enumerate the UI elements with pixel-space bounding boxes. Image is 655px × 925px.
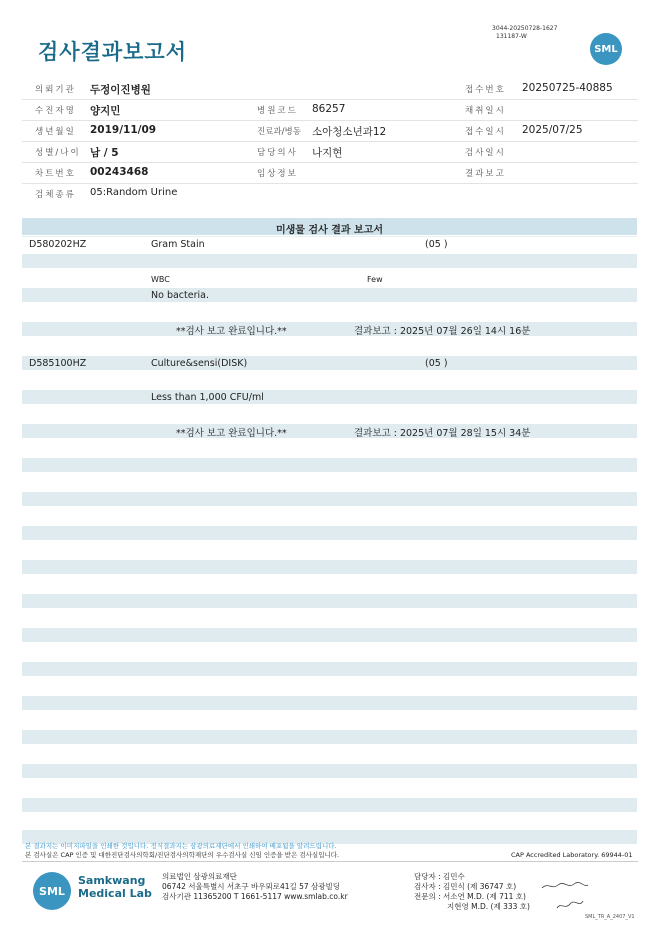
brand-line: Medical Lab xyxy=(78,887,152,900)
org-name: 의료법인 삼광의료재단 xyxy=(162,872,237,881)
report-time: 결과보고 : 2025년 07월 26일 14시 16분 xyxy=(354,326,531,337)
label-dept: 진료과/병동 xyxy=(257,127,301,137)
header-row xyxy=(22,163,638,184)
report-time: 결과보고 : 2025년 07월 28일 15시 34분 xyxy=(354,428,531,439)
value-dob: 2019/11/09 xyxy=(90,124,157,136)
section-title: 미생물 검사 결과 보고서 xyxy=(275,225,384,236)
brand-line: Samkwang xyxy=(78,874,146,887)
wbc-value: Few xyxy=(367,275,383,284)
org-contact: 검사기관 11365200 T 1661-5117 www.smlab.co.kr xyxy=(162,892,348,901)
brand-name xyxy=(78,874,152,900)
stripe-band xyxy=(22,594,637,608)
report-complete: **검사 보고 완료입니다.** xyxy=(176,428,287,439)
stripe-band xyxy=(22,798,637,812)
test-code: D580202HZ xyxy=(29,239,87,250)
staff-line: 검사자 : 김민식 (제 36747 호) xyxy=(414,882,517,891)
label-report: 결과보고 xyxy=(465,169,506,179)
header-row xyxy=(22,79,638,100)
document-code-line: 131187-W xyxy=(496,33,527,40)
stripe-band xyxy=(22,322,637,336)
staff-info xyxy=(414,872,530,912)
header-row xyxy=(22,100,638,121)
stripe-band xyxy=(22,254,637,268)
stripe-band xyxy=(22,696,637,710)
label-receipt-no: 접수번호 xyxy=(465,85,506,95)
label-test-date: 검사일시 xyxy=(465,148,506,158)
test-name: Culture&sensi(DISK) xyxy=(151,358,248,369)
test-code: D585100HZ xyxy=(29,358,87,369)
wbc-label: WBC xyxy=(151,275,170,284)
report-complete: **검사 보고 완료입니다.** xyxy=(176,326,287,337)
stripe-band xyxy=(22,628,637,642)
header-row xyxy=(22,121,638,142)
cap-accreditation: CAP Accredited Laboratory. 69944-01 xyxy=(511,851,633,859)
staff-line: 전문의 : 서소연 M.D. (제 711 호) xyxy=(414,892,526,901)
sml-logo-icon: SML xyxy=(590,33,622,65)
value-institution: 두정이진병원 xyxy=(90,84,151,96)
value-receipt-date: 2025/07/25 xyxy=(522,124,583,136)
test-name: Gram Stain xyxy=(151,239,205,250)
specimen-code: (05 ) xyxy=(425,239,448,250)
stripe-band xyxy=(22,764,637,778)
footer-certification: 본 검사실은 CAP 인증 및 대한진단검사의학회/진단검사의학재단의 우수검사실 신임 인증을 받은 검사실입니다. xyxy=(25,851,340,859)
result-text: Less than 1,000 CFU/ml xyxy=(151,392,264,403)
value-hosp-code: 86257 xyxy=(312,103,346,115)
section-header xyxy=(22,218,637,235)
label-dob: 생년월일 xyxy=(35,127,76,137)
stripe-band xyxy=(22,730,637,744)
value-dept: 소아청소년과12 xyxy=(312,126,387,138)
value-chart: 00243468 xyxy=(90,166,149,178)
value-specimen: 05:Random Urine xyxy=(90,187,178,198)
stripe-band xyxy=(22,424,637,438)
header-row xyxy=(22,142,638,163)
signature-image xyxy=(540,880,590,892)
stripe-band xyxy=(22,560,637,574)
label-hosp-code: 병원코드 xyxy=(257,106,298,116)
specimen-code: (05 ) xyxy=(425,358,448,369)
footer-divider xyxy=(22,861,638,862)
value-receipt-no: 20250725-40885 xyxy=(522,82,613,94)
document-code-line: 3044-20250728-1627 xyxy=(492,25,558,32)
stripe-band xyxy=(22,492,637,506)
label-chart: 차트번호 xyxy=(35,169,76,179)
value-patient: 양지민 xyxy=(90,105,121,117)
stripe-band xyxy=(22,662,637,676)
value-sex-age: 남 / 5 xyxy=(90,147,119,159)
value-doctor: 나지현 xyxy=(312,147,343,159)
label-sex-age: 성별/나이 xyxy=(35,148,81,158)
stripe-band xyxy=(22,390,637,404)
label-patient: 수진자명 xyxy=(35,106,76,116)
stripe-band xyxy=(22,526,637,540)
org-address: 06742 서울특별시 서초구 바우뫼로41길 57 삼광빌딩 xyxy=(162,882,341,891)
stripe-band xyxy=(22,288,637,302)
label-collect-date: 채취일시 xyxy=(465,106,506,116)
result-text: No bacteria. xyxy=(151,290,209,301)
organization-info xyxy=(162,872,348,902)
signature-image xyxy=(555,898,585,912)
label-receipt-date: 접수일시 xyxy=(465,127,506,137)
form-code: SML_TR_A_2407_V1 xyxy=(585,914,635,920)
samkwang-logo-icon: SML xyxy=(33,872,71,910)
staff-line: 지현영 M.D. (제 333 호) xyxy=(447,902,530,911)
stripe-band xyxy=(22,236,637,237)
header-row xyxy=(22,184,638,204)
label-specimen: 검체종류 xyxy=(35,190,76,200)
stripe-band xyxy=(22,356,637,370)
label-doctor: 담당의사 xyxy=(257,148,298,158)
footer-notice: 본 결과지는 이미지파일을 인쇄한 것입니다. 정식결과지는 삼광의료재단에서 인쇄하여 배포됨을 알려드립니다. xyxy=(25,842,337,850)
label-institution: 의뢰기관 xyxy=(35,85,76,95)
label-clinical: 임상정보 xyxy=(257,169,298,179)
document-code xyxy=(492,25,557,41)
page-title: 검사결과보고서 xyxy=(38,40,188,64)
staff-line: 담당자 : 김민수 xyxy=(414,872,465,881)
stripe-band xyxy=(22,458,637,472)
